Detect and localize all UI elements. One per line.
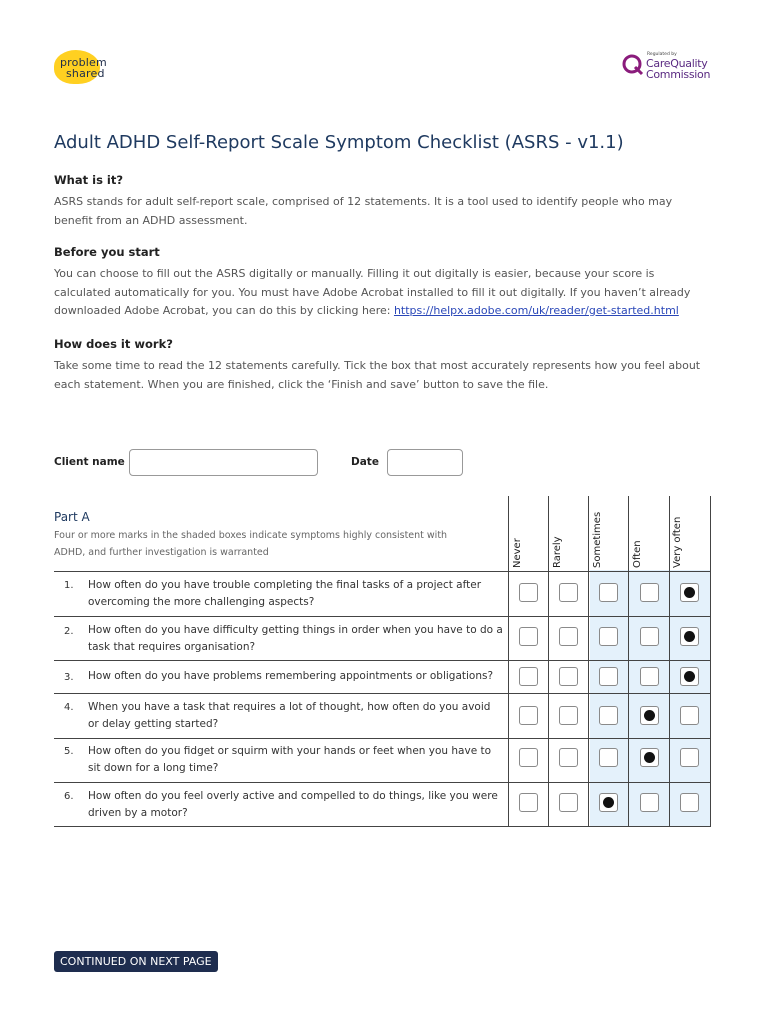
selected-mark bbox=[684, 587, 695, 598]
question-number: 3. bbox=[64, 672, 74, 683]
answer-checkbox-sometimes[interactable] bbox=[599, 583, 618, 602]
question-text: How often do you feel overly active and compelled to do things, like you were driven by a motor? bbox=[88, 790, 498, 819]
answer-checkbox-very-often[interactable] bbox=[680, 706, 699, 725]
before-body-wrap bbox=[54, 265, 714, 321]
answer-checkbox-rarely[interactable] bbox=[559, 793, 578, 812]
selected-mark bbox=[644, 752, 655, 763]
answer-checkbox-often[interactable] bbox=[640, 667, 659, 686]
question-text: How often do you have problems remembering appointments or obligations? bbox=[88, 670, 494, 682]
row-divider bbox=[54, 616, 711, 617]
row-divider bbox=[54, 571, 711, 572]
divider bbox=[710, 496, 711, 827]
question-number: 5. bbox=[64, 746, 74, 757]
answer-checkbox-very-often[interactable] bbox=[680, 583, 699, 602]
col-rarely-label: Rarely bbox=[552, 536, 563, 568]
answer-checkbox-sometimes[interactable] bbox=[599, 667, 618, 686]
answer-checkbox-very-often[interactable] bbox=[680, 793, 699, 812]
cqc-name1: CareQuality bbox=[646, 57, 708, 70]
question-number: 1. bbox=[64, 580, 74, 591]
answer-checkbox-never[interactable] bbox=[519, 627, 538, 646]
col-never-label: Never bbox=[512, 538, 523, 568]
what-section bbox=[54, 173, 714, 230]
continued-badge: CONTINUED ON NEXT PAGE bbox=[54, 951, 218, 972]
row-divider bbox=[54, 826, 711, 827]
selected-mark bbox=[644, 710, 655, 721]
client-name-label: Client name bbox=[54, 456, 125, 468]
question-text: How often do you have trouble completing the final tasks of a project after overcoming the more challenging aspects? bbox=[88, 579, 482, 608]
divider bbox=[669, 496, 670, 827]
answer-checkbox-very-often[interactable] bbox=[680, 667, 699, 686]
row-divider bbox=[54, 660, 711, 661]
before-section bbox=[54, 245, 714, 321]
shade-sometimes bbox=[590, 570, 630, 827]
answer-checkbox-sometimes[interactable] bbox=[599, 706, 618, 725]
shade-very-often bbox=[670, 570, 710, 827]
cqc-logo bbox=[622, 52, 710, 82]
col-often-label: Often bbox=[632, 540, 643, 568]
answer-checkbox-sometimes[interactable] bbox=[599, 748, 618, 767]
client-name-input[interactable] bbox=[129, 449, 318, 476]
logo-text bbox=[60, 57, 107, 79]
col-sometimes-label: Sometimes bbox=[592, 511, 603, 568]
what-heading: What is it? bbox=[54, 173, 124, 187]
selected-mark bbox=[684, 631, 695, 642]
answer-checkbox-never[interactable] bbox=[519, 706, 538, 725]
answer-checkbox-rarely[interactable] bbox=[559, 627, 578, 646]
how-section bbox=[54, 337, 714, 394]
cqc-regulated: Regulated by bbox=[647, 52, 677, 57]
answer-checkbox-never[interactable] bbox=[519, 583, 538, 602]
question-number: 6. bbox=[64, 791, 74, 802]
cqc-name bbox=[646, 58, 710, 80]
answer-checkbox-often[interactable] bbox=[640, 793, 659, 812]
answer-checkbox-very-often[interactable] bbox=[680, 748, 699, 767]
before-body: You can choose to fill out the ASRS digitally or manually. Filling it out digitally is easier, because your score is calculated automatically for you. You must have Adobe Acrobat installed to fill it out digitally. If you haven’t already downloaded Adobe Acrobat, you can do this by clicking here: bbox=[54, 267, 691, 317]
answer-checkbox-often[interactable] bbox=[640, 583, 659, 602]
answer-checkbox-rarely[interactable] bbox=[559, 748, 578, 767]
question-text: How often do you have difficulty getting things in order when you have to do a task that requires organisation? bbox=[88, 624, 503, 653]
divider bbox=[628, 496, 629, 827]
logo-line1: problem bbox=[60, 56, 107, 69]
cqc-name2: Commission bbox=[646, 68, 711, 81]
page-title: Adult ADHD Self-Report Scale Symptom Checklist (ASRS - v1.1) bbox=[54, 132, 624, 153]
answer-checkbox-often[interactable] bbox=[640, 627, 659, 646]
col-very-often-label: Very often bbox=[672, 516, 683, 568]
answer-checkbox-never[interactable] bbox=[519, 748, 538, 767]
what-body: ASRS stands for adult self-report scale, comprised of 12 statements. It is a tool used to identify people who may benefit from an ADHD assessment. bbox=[54, 195, 673, 227]
question-text: How often do you fidget or squirm with your hands or feet when you have to sit down for a long time? bbox=[88, 745, 492, 774]
how-heading: How does it work? bbox=[54, 337, 173, 351]
question-number: 2. bbox=[64, 626, 74, 637]
answer-checkbox-rarely[interactable] bbox=[559, 667, 578, 686]
part-a-note: Four or more marks in the shaded boxes indicate symptoms highly consistent with ADHD, and further investigation is warranted bbox=[54, 530, 448, 558]
before-heading: Before you start bbox=[54, 245, 160, 259]
cqc-q-icon bbox=[622, 54, 644, 76]
shade-often bbox=[630, 570, 670, 827]
logo-line2: shared bbox=[66, 67, 105, 80]
how-body: Take some time to read the 12 statements carefully. Tick the box that most accurately represents how you feel about each statement. When you are finished, click the ‘Finish and save’ button to save the file. bbox=[54, 359, 701, 391]
date-input[interactable] bbox=[387, 449, 463, 476]
divider bbox=[508, 496, 509, 827]
answer-checkbox-sometimes[interactable] bbox=[599, 627, 618, 646]
divider bbox=[588, 496, 589, 827]
date-label: Date bbox=[351, 456, 379, 468]
answer-checkbox-often[interactable] bbox=[640, 706, 659, 725]
selected-mark bbox=[684, 671, 695, 682]
row-divider bbox=[54, 693, 711, 694]
question-number: 4. bbox=[64, 702, 74, 713]
answer-checkbox-rarely[interactable] bbox=[559, 583, 578, 602]
answer-checkbox-never[interactable] bbox=[519, 667, 538, 686]
divider bbox=[548, 496, 549, 827]
row-divider bbox=[54, 782, 711, 783]
question-text: When you have a task that requires a lot of thought, how often do you avoid or delay getting started? bbox=[88, 701, 491, 730]
answer-checkbox-often[interactable] bbox=[640, 748, 659, 767]
adobe-link[interactable]: https://helpx.adobe.com/uk/reader/get-started.html bbox=[393, 304, 679, 317]
part-a-title: Part A bbox=[54, 510, 90, 524]
problem-shared-logo bbox=[54, 50, 116, 86]
answer-checkbox-sometimes[interactable] bbox=[599, 793, 618, 812]
selected-mark bbox=[603, 797, 614, 808]
answer-checkbox-very-often[interactable] bbox=[680, 627, 699, 646]
answer-checkbox-rarely[interactable] bbox=[559, 706, 578, 725]
answer-checkbox-never[interactable] bbox=[519, 793, 538, 812]
row-divider bbox=[54, 738, 711, 739]
